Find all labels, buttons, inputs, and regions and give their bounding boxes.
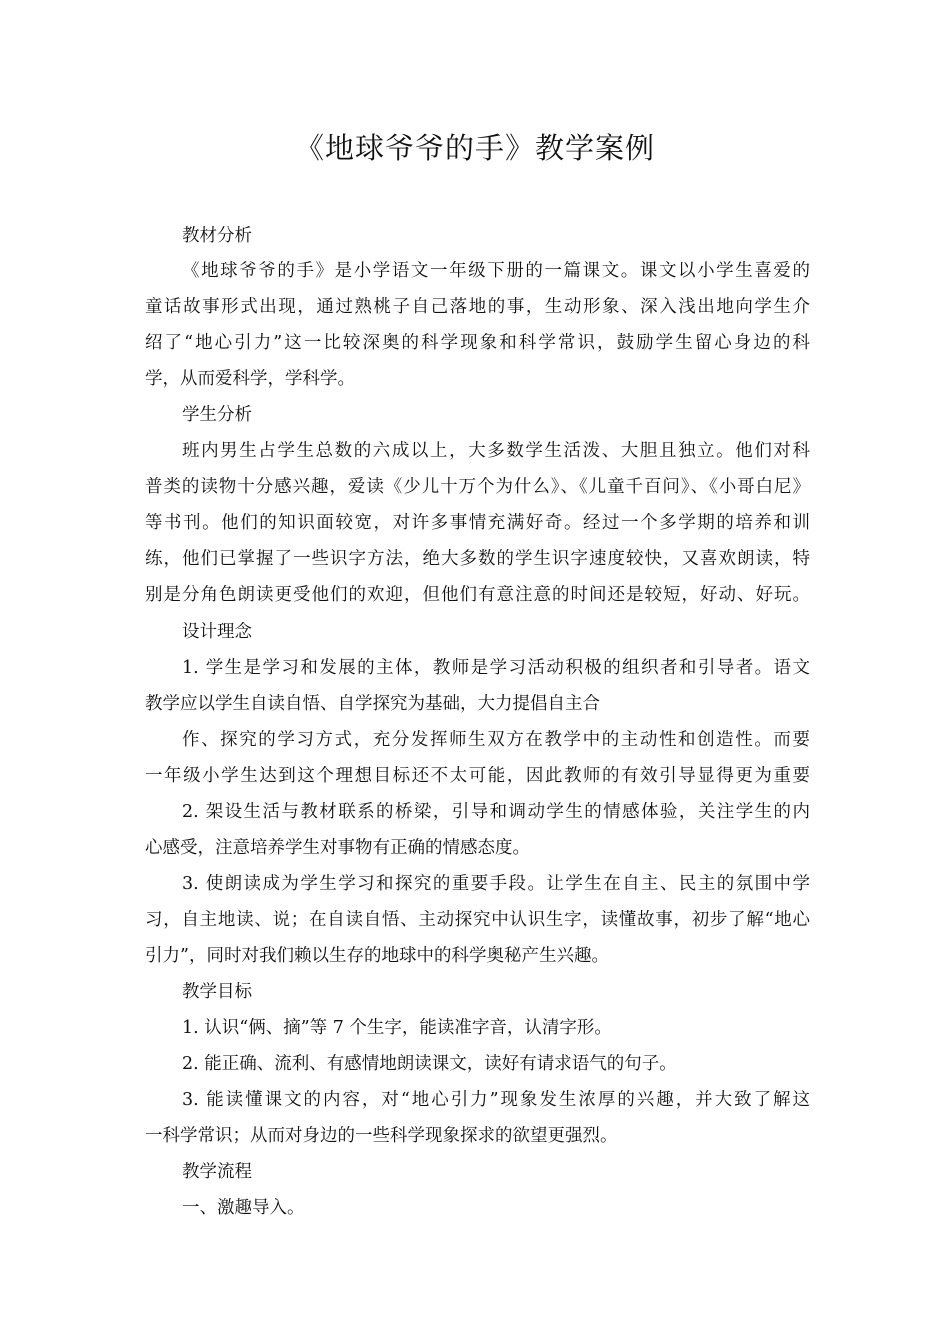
- paragraph-line: 3. 使朗读成为学生学习和探究的重要手段。让学生在自主、民主的氛围中学: [182, 874, 810, 894]
- goal-item: 3. 能读懂课文的内容，对“地心引力”现象发生浓厚的兴趣，并大致了解这: [182, 1090, 810, 1110]
- paragraph-line: 一年级小学生达到这个理想目标还不太可能，因此教师的有效引导显得更为重要: [145, 766, 810, 786]
- paragraph-line: 心感受，注意培养学生对事物有正确的情感态度。: [145, 838, 530, 858]
- paragraph-line: 教学应以学生自读自悟、自学探究为基础，大力提倡自主合: [145, 694, 600, 714]
- section-heading-teaching-process: 教学流程: [182, 1162, 252, 1182]
- paragraph-line: 一科学常识；从而对身边的一些科学现象探求的欲望更强烈。: [145, 1126, 618, 1146]
- paragraph-line: 班内男生占学生总数的六成以上，大多数学生活泼、大胆且独立。他们对科: [182, 441, 810, 461]
- paragraph-line: 学，从而爱科学，学科学。: [145, 369, 355, 389]
- paragraph-line: 2. 架设生活与教材联系的桥梁，引导和调动学生的情感体验，关注学生的内: [182, 802, 810, 822]
- section-heading-design-concept: 设计理念: [182, 622, 252, 642]
- paragraph-line: 别是分角色朗读更受他们的欢迎，但他们有意注意的时间还是较短，好动、好玩。: [145, 585, 810, 605]
- section-heading-teaching-goals: 教学目标: [182, 982, 252, 1002]
- document-title: 《地球爷爷的手》教学案例: [294, 131, 655, 165]
- paragraph-line: 练，他们已掌握了一些识字方法，绝大多数的学生识字速度较快，又喜欢朗读，特: [145, 549, 810, 569]
- paragraph-line: 作、探究的学习方式，充分发挥师生双方在教学中的主动性和创造性。而要: [182, 730, 810, 750]
- paragraph-line: 引力”，同时对我们赖以生存的地球中的科学奥秘产生兴趣。: [145, 946, 609, 966]
- paragraph-line: 童话故事形式出现，通过熟桃子自己落地的事，生动形象、深入浅出地向学生介: [145, 297, 810, 317]
- paragraph-line: 习，自主地读、说；在自读自悟、主动探究中认识生字，读懂故事，初步了解“地心: [145, 910, 810, 930]
- paragraph-line: 1. 学生是学习和发展的主体，教师是学习活动积极的组织者和引导者。语文: [182, 658, 810, 678]
- paragraph-line: 等书刊。他们的知识面较宽，对许多事情充满好奇。经过一个多学期的培养和训: [145, 513, 810, 533]
- paragraph-line: 绍了“地心引力”这一比较深奥的科学现象和科学常识，鼓励学生留心身边的科: [145, 333, 810, 353]
- process-step: 一、激趣导入。: [182, 1198, 305, 1218]
- paragraph-line: 《地球爷爷的手》是小学语文一年级下册的一篇课文。课文以小学生喜爱的: [182, 261, 810, 281]
- paragraph-line: 普类的读物十分感兴趣，爱读《少儿十万个为什么》、《儿童千百问》、《小哥白尼》: [145, 477, 810, 497]
- goal-item: 2. 能正确、流利、有感情地朗读课文，读好有请求语气的句子。: [182, 1054, 677, 1074]
- goal-item: 1. 认识“俩、摘”等 7 个生字，能读准字音，认清字形。: [182, 1018, 612, 1038]
- section-heading-student-analysis: 学生分析: [182, 405, 252, 425]
- section-heading-textbook-analysis: 教材分析: [182, 226, 252, 246]
